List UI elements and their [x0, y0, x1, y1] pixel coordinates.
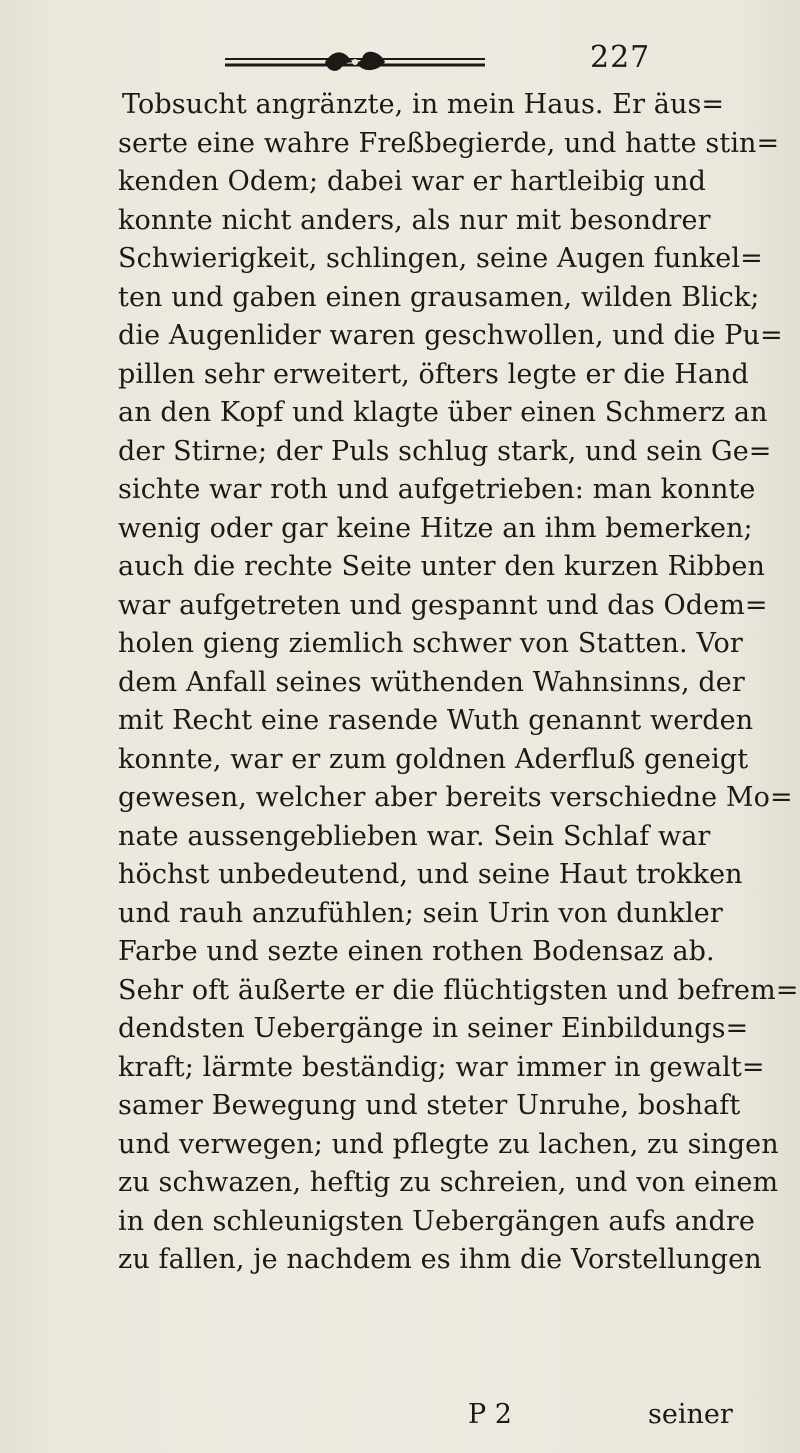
- text-line: an den Kopf und klagte über einen Schmerz an: [118, 397, 768, 428]
- text-line: konnte nicht anders, als nur mit besondrer: [118, 204, 711, 236]
- text-line: samer Bewegung und steter Unruhe, boshaft: [118, 1090, 741, 1121]
- text-line: Sehr oft äußerte er die flüchtigsten und befrem=: [118, 974, 799, 1006]
- text-line: gewesen, welcher aber bereits verschiedne Mo=: [118, 782, 793, 813]
- text-line: serte eine wahre Freßbegierde, und hatte stin=: [118, 127, 780, 159]
- body-text: [118, 86, 799, 1280]
- page-footer: [118, 1396, 768, 1434]
- text-line: war aufgetreten und gespannt und das Odem=: [118, 589, 768, 621]
- text-line: Tobsucht angränzte, in mein Haus. Er äus=: [122, 89, 725, 120]
- ornament-rule-icon: [225, 50, 485, 74]
- text-line: auch die rechte Seite unter den kurzen Ribben: [118, 551, 765, 582]
- text-line: Farbe und sezte einen rothen Bodensaz ab.: [118, 936, 715, 967]
- text-line: sichte war roth und aufgetrieben: man konnte: [118, 474, 756, 505]
- text-line: holen gieng ziemlich schwer von Statten. Vor: [118, 628, 743, 659]
- text-line: pillen sehr erweitert, öfters legte er die Hand: [118, 358, 749, 390]
- text-line: und rauh anzufühlen; sein Urin von dunkler: [118, 897, 723, 929]
- catchword: seiner: [648, 1399, 733, 1430]
- text-line: zu schwazen, heftig zu schreien, und von einem: [118, 1167, 779, 1198]
- text-line: mit Recht eine rasende Wuth genannt werden: [118, 705, 754, 736]
- text-line: konnte, war er zum goldnen Aderfluß geneigt: [118, 743, 749, 775]
- text-line: der Stirne; der Puls schlug stark, und sein Ge=: [118, 435, 772, 467]
- text-line: zu fallen, je nachdem es ihm die Vorstellungen: [118, 1244, 762, 1275]
- text-line: höchst unbedeutend, und seine Haut trokken: [118, 859, 743, 890]
- signature-mark: P 2: [468, 1399, 512, 1430]
- text-line: und verwegen; und pflegte zu lachen, zu singen: [118, 1128, 779, 1160]
- page-header: [0, 40, 800, 80]
- text-line: wenig oder gar keine Hitze an ihm bemerken;: [118, 512, 753, 544]
- text-line: in den schleunigsten Uebergängen aufs andre: [118, 1205, 755, 1237]
- text-line: Schwierigkeit, schlingen, seine Augen funkel=: [118, 243, 763, 274]
- text-line: dendsten Uebergänge in seiner Einbildungs=: [118, 1013, 749, 1044]
- text-line: die Augenlider waren geschwollen, und die Pu=: [118, 320, 783, 351]
- text-line: nate aussengeblieben war. Sein Schlaf war: [118, 820, 711, 852]
- text-line: dem Anfall seines wüthenden Wahnsinns, der: [118, 666, 745, 698]
- page-number: 227: [590, 40, 651, 75]
- text-line: kraft; lärmte beständig; war immer in gewalt=: [118, 1051, 765, 1083]
- text-line: ten und gaben einen grausamen, wilden Blick;: [118, 281, 760, 313]
- text-line: kenden Odem; dabei war er hartleibig und: [118, 166, 707, 197]
